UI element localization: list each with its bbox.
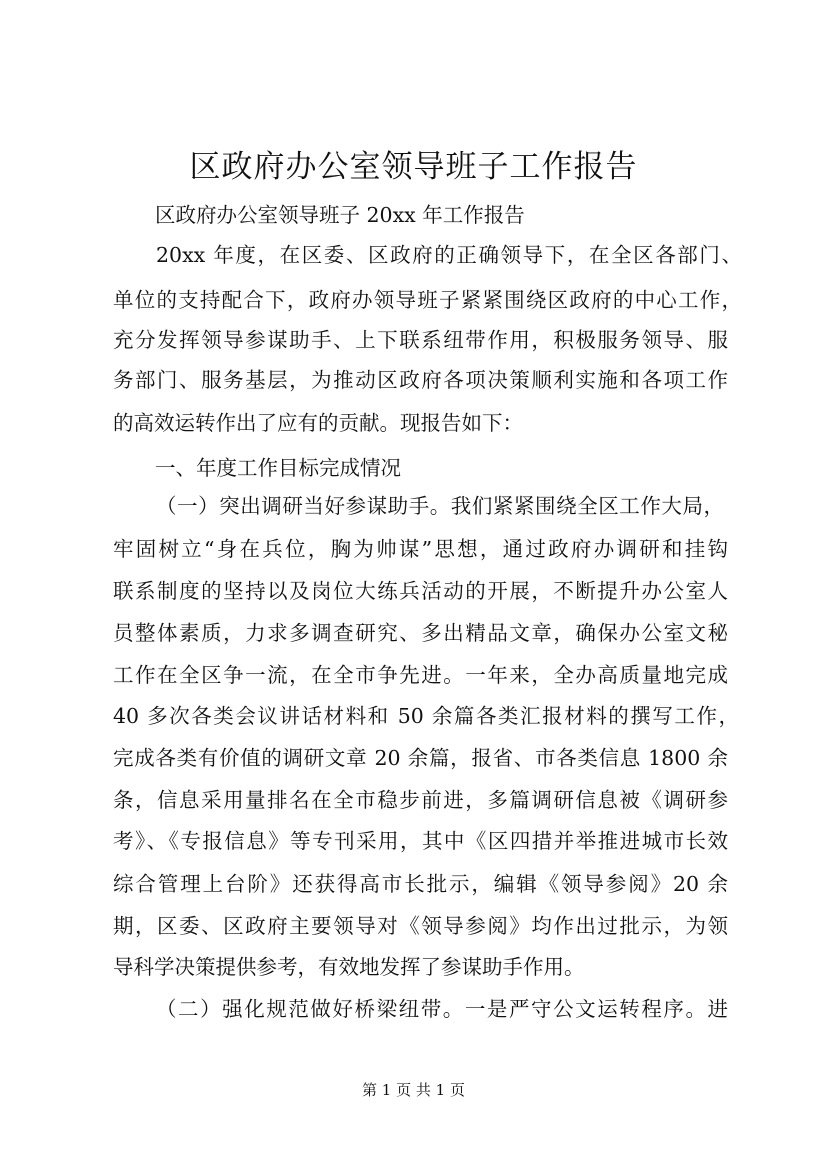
paragraph-line: 务部门、服务基层，为推动区政府各项决策顺利实施和各项工作 [113,368,728,392]
paragraph-line: 40 多次各类会议讲话材料和 50 余篇各类汇报材料的撰写工作， [113,704,739,728]
paragraph-line: 的高效运转作出了应有的贡献。现报告如下： [113,411,523,435]
paragraph-line: 期，区委、区政府主要领导对《领导参阅》均作出过批示，为领 [113,914,728,938]
paragraph-line: 充分发挥领导参谋助手、上下联系纽带作用，积极服务领导、服 [113,328,728,352]
paragraph-line: 完成各类有价值的调研文章 20 余篇，报省、市各类信息 1800 余 [113,746,728,770]
paragraph-line: 条，信息采用量排名在全市稳步前进，多篇调研信息被《调研参 [113,788,728,812]
paragraph-line: （二）强化规范做好桥梁纽带。一是严守公文运转程序。进 [156,997,728,1021]
paragraph-line: 员整体素质，力求多调查研究、多出精品文章，确保办公室文秘 [113,621,728,645]
paragraph-line: 考》、《专报信息》等专刊采用，其中《区四措并举推进城市长效 [113,829,728,853]
section-heading: 一、年度工作目标完成情况 [155,456,401,480]
document-title: 区政府办公室领导班子工作报告 [189,149,638,185]
page-number-footer: 第 1 页 共 1 页 [362,1081,465,1099]
paragraph-line: 20xx 年度，在区委、区政府的正确领导下，在全区各部门、 [156,243,742,267]
paragraph-line: 联系制度的坚持以及岗位大练兵活动的开展，不断提升办公室人 [113,579,728,603]
subtitle-line: 区政府办公室领导班子 20xx 年工作报告 [155,203,525,227]
paragraph-line: （一）突出调研当好参谋助手。我们紧紧围绕全区工作大局， [156,494,724,518]
paragraph-line: 工作在全区争一流，在全市争先进。一年来，全办高质量地完成 [113,663,728,687]
paragraph-line: 综合管理上台阶》还获得高市长批示，编辑《领导参阅》20 余 [113,872,728,896]
paragraph-line: 导科学决策提供参考，有效地发挥了参谋助手作用。 [113,955,585,979]
paragraph-line: 单位的支持配合下，政府办领导班子紧紧围绕区政府的中心工作， [113,288,742,312]
paragraph-line: 牢固树立“身在兵位，胸为帅谋”思想，通过政府办调研和挂钩 [113,537,728,561]
